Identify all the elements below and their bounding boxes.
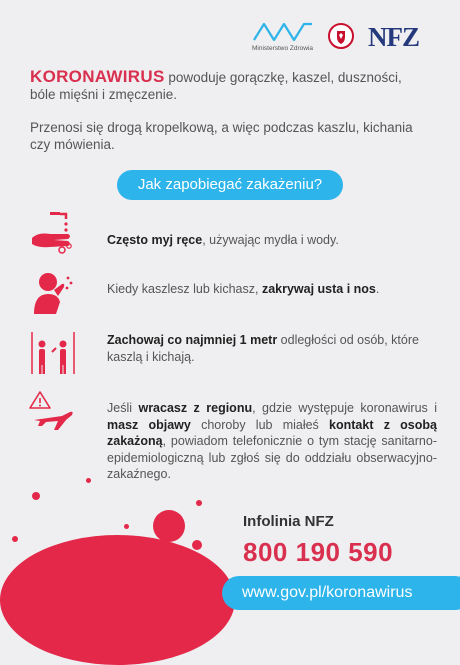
tip-distance-text [107,332,437,365]
tip-cover-cough-post: . [375,282,380,296]
handwash-icon [28,210,78,260]
tip-cover-cough-bold: zakrywaj usta i nos [261,282,376,296]
virus-particle [192,540,202,550]
tip-travel-t3: choroby lub miałeś [190,417,330,432]
hotline-label: Infolinia NFZ [243,513,334,530]
tip-travel-b2: masz objawy [107,417,191,432]
nfz-logo: NFZ [368,22,419,52]
tip-distance-rest: odległości od osób, które kaszlą i kichają. [107,333,419,364]
national-emblem-icon [328,23,354,49]
virus-particle [32,492,40,500]
virus-particle [196,500,202,506]
virus-particle [86,478,91,483]
transmission-paragraph: Przenosi się drogą kropelkową, a więc podczas kaszlu, kichania czy mówienia. [30,120,413,152]
prevention-heading-button: Jak zapobiegać zakażeniu? [117,170,343,200]
tip-handwashing-text [107,232,339,249]
hotline-number[interactable]: 800 190 590 [243,537,394,567]
tip-cover-cough-text [107,281,379,298]
tip-travel-b3: kontakt z osobą zakażoną [107,417,437,448]
website-link[interactable]: www.gov.pl/koronawirus [222,576,460,610]
tip-handwashing-bold: Często myj ręce [107,233,203,247]
tip-cover-cough-pre: Kiedy kaszlesz lub kichasz, [107,282,262,296]
tip-distance-bold: Zachowaj co najmniej 1 metr [107,333,278,347]
symptoms-text: powoduje gorączkę, kaszel, duszności, bóle mięśni i zmęczenie. [30,70,402,102]
tip-travel-t1: Jeśli [107,401,139,415]
tip-travel-t2: , gdzie występuje koronawirus i [252,401,437,415]
distance-icon [28,328,78,378]
symptoms-paragraph [30,68,430,103]
intro-text [30,68,430,153]
virus-particle [124,524,129,529]
travel-warning-icon [28,390,78,440]
cough-cover-icon [28,268,78,318]
tip-handwashing-rest: , używając mydła i wody. [202,233,339,247]
ministry-name: Ministerstwo Zdrowia [252,45,314,52]
virus-particle [12,536,18,542]
tip-travel-b1: wracasz z regionu [138,401,253,415]
ministry-logo [250,18,320,58]
virus-decoration [0,535,235,665]
tip-travel-text [107,400,437,483]
logos-header [250,18,440,58]
virus-particle [153,510,185,542]
virus-particle [100,540,107,547]
coronavirus-keyword: KORONAWIRUS [30,67,165,86]
tip-travel-t4: , powiadom telefonicznie o tym stację sanitarno-epidemiologiczną lub zgłoś się do oddziału obserwacyjno-zakaźnego. [107,434,437,481]
ministry-wave-icon [250,18,320,44]
